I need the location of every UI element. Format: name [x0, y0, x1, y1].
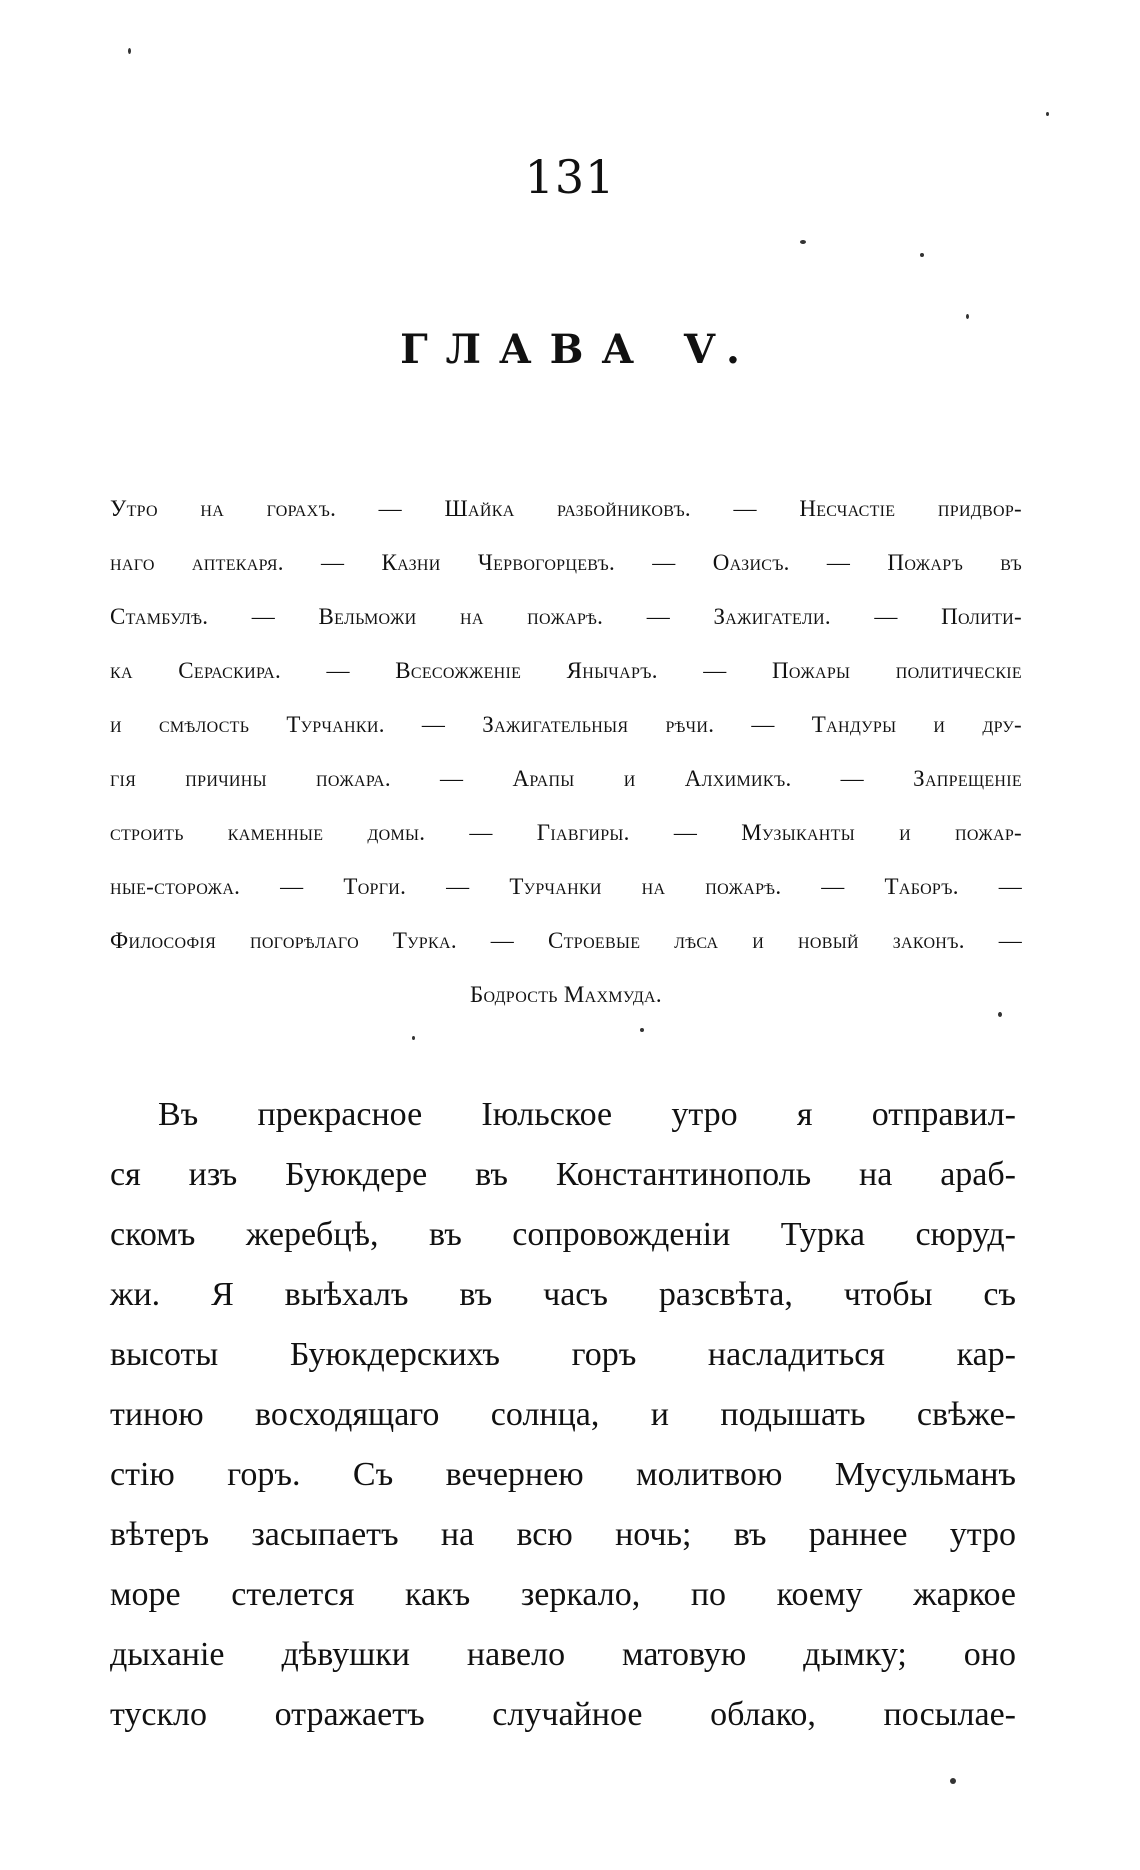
ink-speck: [920, 253, 924, 257]
ink-speck: [998, 1012, 1002, 1017]
chapter-summary: [110, 482, 1022, 1022]
summary-line: Бодрость Махмуда.: [470, 982, 662, 1007]
body-line: тускло отражаетъ случайное облако, посылае-: [110, 1696, 1016, 1733]
summary-line: Философія погорѣлаго Турка. — Строевые лѣса и новый законъ. —: [110, 928, 1022, 953]
body-text: [110, 1085, 1016, 1745]
body-line: море стелется какъ зеркало, по коему жаркое: [110, 1576, 1016, 1613]
body-line: высоты Буюкдерскихъ горъ насладиться кар-: [110, 1336, 1016, 1373]
summary-line: и смѣлость Турчанки. — Зажигательныя рѣчи. — Тандуры и дру-: [110, 712, 1022, 737]
body-line: жи. Я выѣхалъ въ часъ разсвѣта, чтобы съ: [110, 1276, 1016, 1313]
summary-line: гія причины пожара. — Арапы и Алхимикъ. — Запрещеніе: [110, 766, 1022, 791]
ink-speck: [412, 1036, 415, 1040]
summary-line: Стамбулѣ. — Вельможи на пожарѣ. — Зажигатели. — Полити-: [110, 604, 1022, 629]
body-line: дыханіе дѣвушки навело матовую дымку; оно: [110, 1636, 1016, 1673]
ink-speck: [128, 48, 131, 54]
body-line: стію горъ. Съ вечернею молитвою Мусульманъ: [110, 1456, 1016, 1493]
summary-line: Утро на горахъ. — Шайка разбойниковъ. — Несчастіе придвор-: [110, 496, 1022, 521]
summary-line: строить каменные домы. — Гіавгиры. — Музыканты и пожар-: [110, 820, 1022, 845]
body-line: Въ прекрасное Іюльское утро я отправил-: [158, 1096, 1016, 1133]
summary-line: ные-сторожа. — Торги. — Турчанки на пожарѣ. — Таборъ. —: [110, 874, 1022, 899]
body-line: скомъ жеребцѣ, въ сопровожденіи Турка сюруд-: [110, 1216, 1016, 1253]
body-line: ся изъ Буюкдере въ Константинополь на араб-: [110, 1156, 1016, 1193]
ink-speck: [640, 1028, 644, 1032]
body-line: вѣтеръ засыпаетъ на всю ночь; въ раннее утро: [110, 1516, 1016, 1553]
ink-speck: [1046, 112, 1049, 116]
page-number: 131: [524, 150, 616, 204]
chapter-title: ГЛАВА V.: [400, 326, 758, 373]
summary-line: ка Сераскира. — Всесожженіе Янычаръ. — Пожары политическіе: [110, 658, 1022, 683]
ink-speck: [950, 1778, 956, 1784]
ink-speck: [966, 314, 969, 319]
body-line: тиною восходящаго солнца, и подышать свѣже-: [110, 1396, 1016, 1433]
ink-speck: [800, 240, 806, 244]
summary-line: наго аптекаря. — Казни Червогорцевъ. — Оазисъ. — Пожаръ въ: [110, 550, 1022, 575]
